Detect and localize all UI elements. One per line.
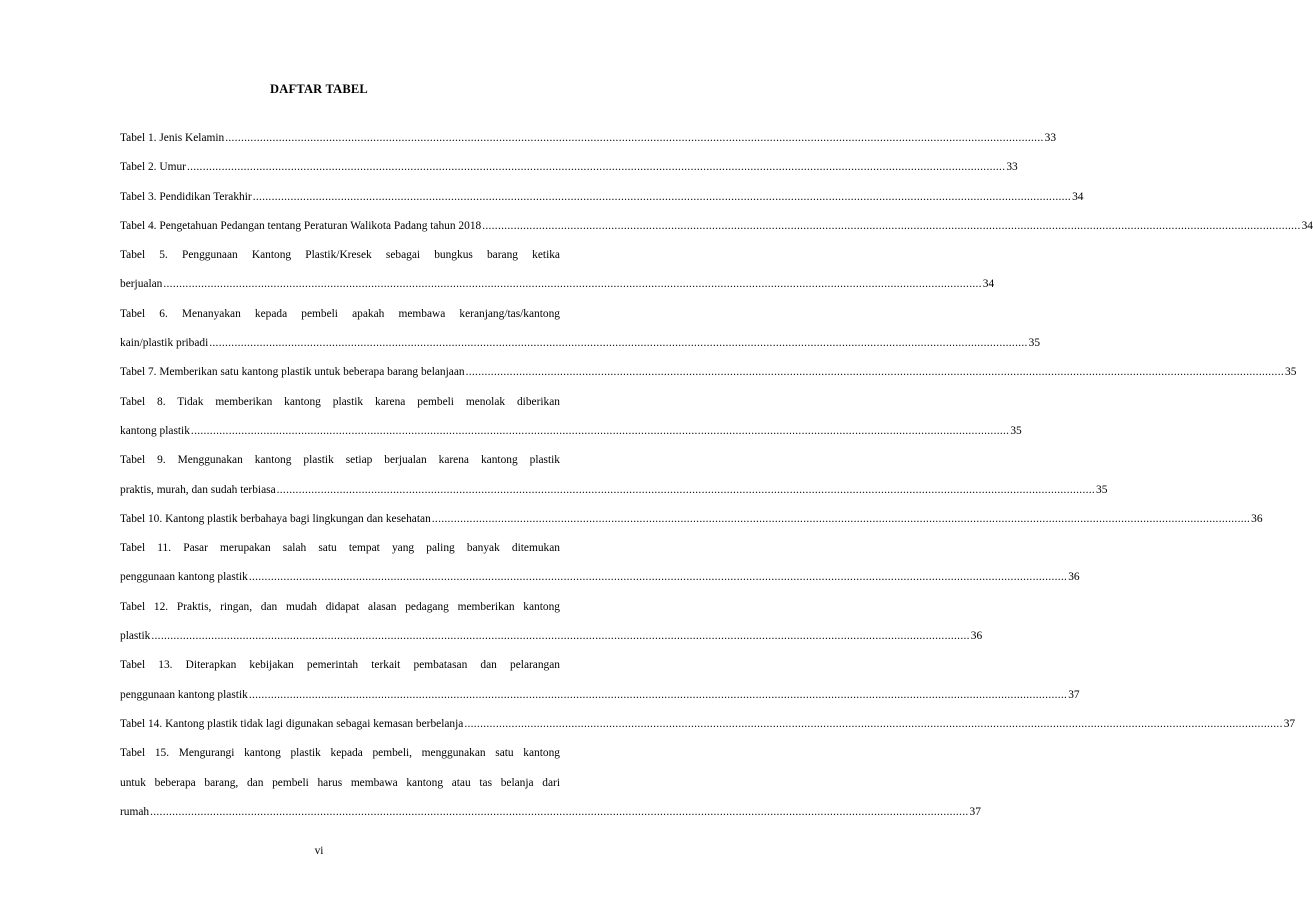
toc-entry-page: 33 <box>1044 132 1057 144</box>
toc-entry <box>120 534 1080 593</box>
dot-leader: .................................................................................................................................................................................................................................................................... <box>431 512 1251 525</box>
toc-entry-text: Tabel 2. Umur <box>120 161 186 174</box>
toc-entry-last-line <box>120 270 995 299</box>
toc-entry-text: penggunaan kantong plastik <box>120 688 248 701</box>
toc-entry-text: plastik <box>120 630 151 643</box>
toc-entry-text: kain/plastik pribadi <box>120 337 209 350</box>
dot-leader: .................................................................................................................................................................................................................................................................... <box>276 483 1096 496</box>
toc-entry-line: Tabel 9. Menggunakan kantong plastik setiap berjualan karena kantong plastik <box>120 454 560 467</box>
toc-entry-line: Tabel 11. Pasar merupakan salah satu tempat yang paling banyak ditemukan <box>120 542 560 555</box>
dot-leader: .................................................................................................................................................................................................................................................................... <box>209 337 1028 350</box>
toc-entry-text: praktis, murah, dan sudah terbiasa <box>120 483 276 496</box>
toc-entry-line: untuk beberapa barang, dan pembeli harus membawa kantong atau tas belanja dari <box>120 776 560 789</box>
toc-entry-last-line <box>120 563 1080 592</box>
toc-entry <box>120 739 981 827</box>
toc-entry-last-line <box>120 417 1022 446</box>
toc-entry-last-line <box>120 798 981 827</box>
toc-entry <box>120 183 1084 212</box>
toc-entry <box>120 593 983 652</box>
toc-entry-text: Tabel 7. Memberikan satu kantong plastik untuk beberapa barang belanjaan <box>120 366 465 379</box>
toc-entry-line: Tabel 5. Penggunaan Kantong Plastik/Kresek sebagai bungkus barang ketika <box>120 249 560 262</box>
toc-entry-text: Tabel 10. Kantong plastik berbahaya bagi lingkungan dan kesehatan <box>120 512 431 525</box>
toc-entry-line: Tabel 8. Tidak memberikan kantong plastik karena pembeli menolak diberikan <box>120 395 560 408</box>
toc-entry <box>120 300 1041 359</box>
toc-entry-text: penggunaan kantong plastik <box>120 571 248 584</box>
toc-entry-line: Tabel 13. Diterapkan kebijakan pemerintah terkait pembatasan dan pelarangan <box>120 659 560 672</box>
toc-entry-page: 37 <box>1283 717 1296 730</box>
toc-entry <box>120 212 1313 241</box>
toc-entry-last-line <box>120 358 1297 387</box>
toc-entry-text: Tabel 4. Pengetahuan Pedangan tentang Peraturan Walikota Padang tahun 2018 <box>120 219 482 232</box>
toc-entry <box>120 446 1108 505</box>
toc-entry-page: 36 <box>1251 512 1263 525</box>
toc-entry-page: 35 <box>1096 483 1108 496</box>
toc-entry-text: Tabel 14. Kantong plastik tidak lagi digunakan sebagai kemasan berbelanja <box>120 717 464 730</box>
toc-entry-text: rumah <box>120 805 150 818</box>
toc-entry-last-line <box>120 183 1084 212</box>
toc-entry-page: 35 <box>1010 424 1022 437</box>
toc-entry <box>120 388 1022 447</box>
toc-entry <box>120 358 1297 387</box>
dot-leader: .................................................................................................................................................................................................................................................................... <box>186 161 1006 174</box>
dot-leader: .................................................................................................................................................................................................................................................................... <box>482 219 1301 232</box>
dot-leader: .................................................................................................................................................................................................................................................................... <box>464 717 1283 730</box>
toc-entry-page: 36 <box>970 630 983 643</box>
dot-leader: .................................................................................................................................................................................................................................................................... <box>465 366 1284 379</box>
dot-leader: .................................................................................................................................................................................................................................................................... <box>190 424 1010 437</box>
toc-entry-last-line <box>120 476 1108 505</box>
toc-entry-page: 35 <box>1285 366 1297 379</box>
toc-entry <box>120 710 1296 739</box>
toc-entry-page: 37 <box>1068 688 1080 701</box>
toc-entry-line: Tabel 6. Menanyakan kepada pembeli apakah membawa keranjang/tas/kantong <box>120 307 560 320</box>
dot-leader: .................................................................................................................................................................................................................................................................... <box>248 688 1068 701</box>
toc-entry-text: berjualan <box>120 278 163 291</box>
toc-entry-last-line <box>120 153 1018 182</box>
dot-leader: .................................................................................................................................................................................................................................................................... <box>225 132 1044 144</box>
dot-leader: .................................................................................................................................................................................................................................................................... <box>252 190 1072 203</box>
toc-entry-page: 37 <box>969 805 981 818</box>
dot-leader: .................................................................................................................................................................................................................................................................... <box>151 630 970 643</box>
toc-entry-line: Tabel 12. Praktis, ringan, dan mudah didapat alasan pedagang memberikan kantong <box>120 600 560 613</box>
page-number: vi <box>314 845 324 857</box>
toc-entry <box>120 505 1263 534</box>
toc-entry-page: 33 <box>1006 161 1018 174</box>
toc-entry-last-line <box>120 681 1080 710</box>
toc-entry <box>120 153 1018 182</box>
toc-entry-last-line <box>120 505 1263 534</box>
toc-entry-text: kantong plastik <box>120 424 190 437</box>
toc-entry-page: 34 <box>982 278 995 291</box>
toc-entry <box>120 241 995 300</box>
toc-entry-page: 36 <box>1068 571 1080 584</box>
toc-entry-page: 34 <box>1072 190 1084 203</box>
toc-entry-line: Tabel 15. Mengurangi kantong plastik kepada pembeli, menggunakan satu kantong <box>120 747 560 760</box>
toc-entry-page: 34 <box>1301 219 1313 232</box>
toc-entry-last-line <box>120 329 1041 358</box>
toc-entry-text: Tabel 3. Pendidikan Terakhir <box>120 190 252 203</box>
dot-leader: .................................................................................................................................................................................................................................................................... <box>150 805 969 818</box>
dot-leader: .................................................................................................................................................................................................................................................................... <box>163 278 982 291</box>
toc-entry-last-line <box>120 212 1313 241</box>
toc-entry-last-line <box>120 124 1057 153</box>
toc-entry <box>120 124 1057 153</box>
dot-leader: .................................................................................................................................................................................................................................................................... <box>248 571 1068 584</box>
toc-entry-last-line <box>120 710 1296 739</box>
toc-entry-page: 35 <box>1028 337 1041 350</box>
toc-entry-text: Tabel 1. Jenis Kelamin <box>120 132 225 144</box>
table-list <box>120 124 1313 827</box>
toc-entry-last-line <box>120 622 983 651</box>
page-title: DAFTAR TABEL <box>270 82 368 96</box>
toc-entry <box>120 651 1080 710</box>
